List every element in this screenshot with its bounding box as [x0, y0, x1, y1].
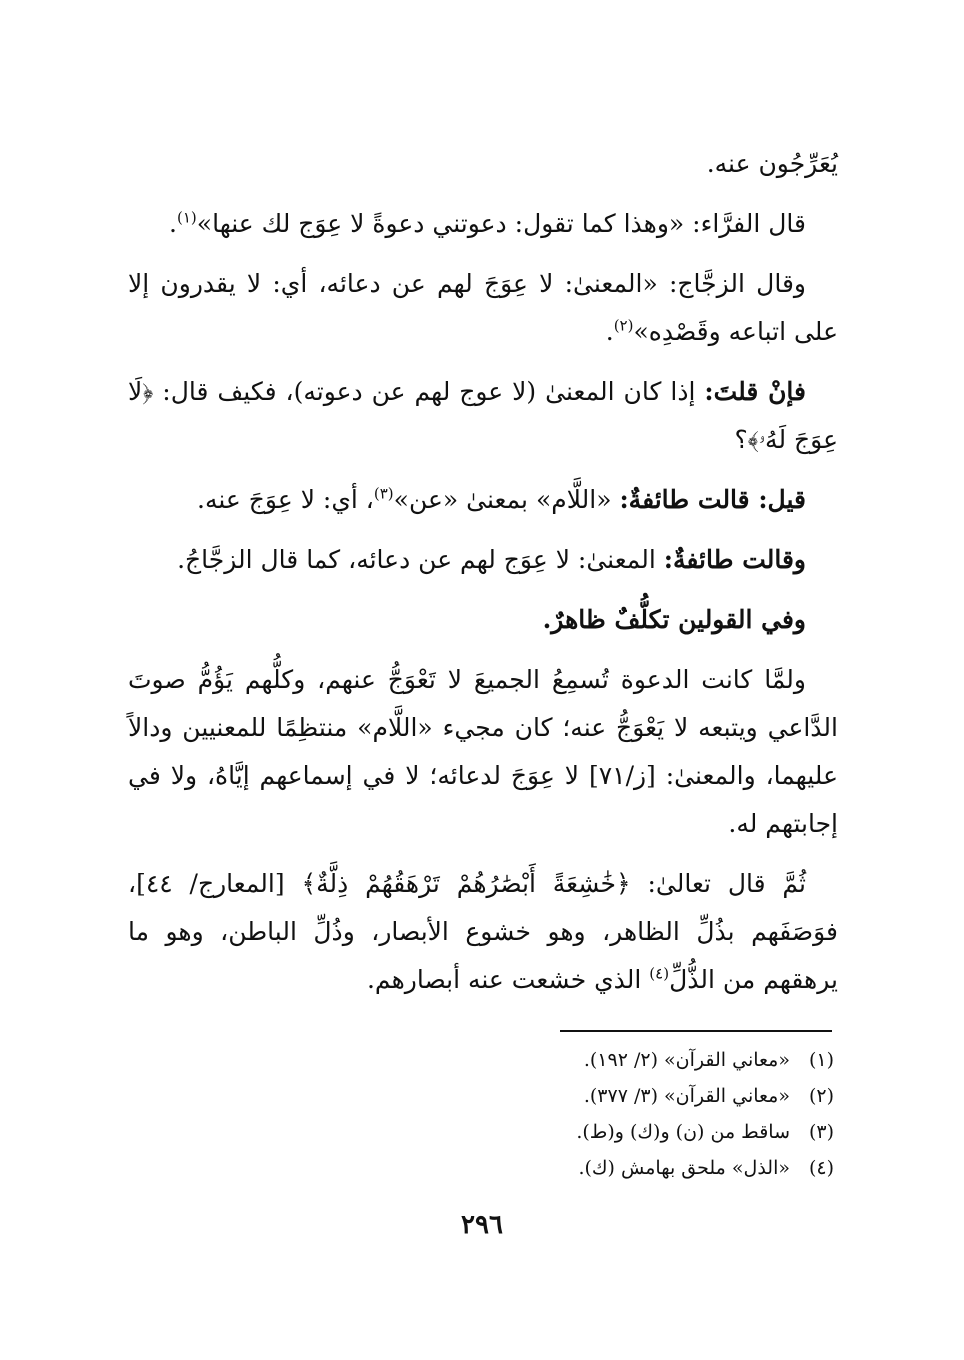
footnote-ref-2[interactable]: (٢) [613, 316, 634, 335]
paragraph-8-text-a: ثُمَّ قال تعالىٰ: [630, 869, 806, 898]
paragraph-5-bold: وقالت طائفةٌ: [663, 545, 806, 574]
footnote-ref-3[interactable]: (٣) [373, 484, 394, 503]
footnotes [134, 1042, 834, 1186]
paragraph-6 [128, 596, 838, 644]
footnote-text: «معاني القرآن» (٣/ ٣٧٧). [583, 1085, 790, 1107]
paragraph-8-text-b: [المعارج/ ٤٤]، فوَصَفَهم بذُلِّ الظاهر، وهو خشوع الأبصار، وذُلِّ الباطن، وهو ما يرهقهم من الذُّلِّ [128, 869, 838, 994]
paragraph-5-text: المعنىٰ: لا عِوَج لهم عن دعائه، كما قال الزجَّاجُ. [177, 545, 664, 574]
paragraph-1-text: قال الفرَّاء: «وهذا كما تقول: دعوتني دعوةً لا عِوَج لك عنها» [196, 209, 806, 238]
footnote-separator [560, 1030, 832, 1032]
paragraph-8 [128, 860, 838, 1004]
footnote-1 [134, 1042, 834, 1078]
paragraph-0 [128, 140, 838, 188]
paragraph-1 [128, 200, 838, 248]
quran-verse-1: ﴿لَا عِوَجَ لَهُۥ﴾ [128, 377, 838, 454]
main-text [128, 140, 838, 1016]
footnote-number: (٢) [808, 1085, 834, 1107]
paragraph-3-end: ؟ [734, 425, 748, 454]
footnote-ref-1[interactable]: (١) [177, 208, 197, 227]
quran-verse-2: ﴿خَٰشِعَةً أَبْصَٰرُهُمْ تَرْهَقُهُمْ ذِلَّةٌ﴾ [301, 869, 631, 898]
footnote-number: (١) [808, 1049, 834, 1071]
paragraph-1-end: . [169, 209, 177, 238]
footnote-4 [134, 1150, 834, 1186]
paragraph-2 [128, 260, 838, 356]
paragraph-3-text: إذا كان المعنىٰ (لا عوج لهم عن دعوته)، فكيف قال: [153, 377, 705, 406]
paragraph-6-bold: وفي القولين تكلُّفٌ ظاهرٌ. [542, 605, 806, 634]
footnote-ref-4[interactable]: (٤) [649, 964, 670, 983]
paragraph-4-end: ، أي: لا عِوَجَ عنه. [197, 485, 374, 514]
paragraph-8-text-c: الذي خشعت عنه أبصارهم. [366, 965, 650, 994]
paragraph-7-text: ولمَّا كانت الدعوة تُسمِعُ الجميعَ لا تَعْوَجُّ عنهم، وكلُّهم يَؤُمُّ صوتَ الدَّاعي ويتبعه لا يَعْوَجُّ عنه؛ كان مجيء «اللَّام» منتظِمًا للمعنيين ودالاً عليهما، والمعنىٰ: [ز/٧١] لا عِوَجَ لدعائه؛ لا في إسماعهم إيَّاهُ، ولا في إجابتهم له. [128, 665, 838, 838]
paragraph-3 [128, 368, 838, 464]
paragraph-0-text: يُعَرِّجُون عنه. [706, 149, 838, 178]
footnote-number: (٤) [808, 1157, 834, 1179]
footnote-text: «الذل» ملحق بهامش (ك). [578, 1157, 790, 1179]
footnote-text: ساقط من (ن) و(ك) و(ط). [576, 1121, 790, 1143]
footnote-text: «معاني القرآن» (٢/ ١٩٢). [583, 1049, 790, 1071]
footnote-2 [134, 1078, 834, 1114]
paragraph-2-text: وقال الزجَّاج: «المعنىٰ: لا عِوَجَ لهم عن دعائه، أي: لا يقدرون إلا على اتباعه وقَصْدِه» [128, 269, 838, 346]
paragraph-5 [128, 536, 838, 584]
paragraph-4-text: «اللَّام» بمعنىٰ «عن» [393, 485, 620, 514]
paragraph-2-end: . [605, 317, 614, 346]
footnote-3 [134, 1114, 834, 1150]
page-number: ٢٩٦ [461, 1210, 503, 1240]
paragraph-4 [128, 476, 838, 524]
paragraph-3-bold: فإنْ قلتَ: [704, 377, 806, 406]
footnote-number: (٣) [808, 1121, 834, 1143]
paragraph-7 [128, 656, 838, 848]
paragraph-4-bold: قيل: قالت طائفةٌ: [619, 485, 806, 514]
